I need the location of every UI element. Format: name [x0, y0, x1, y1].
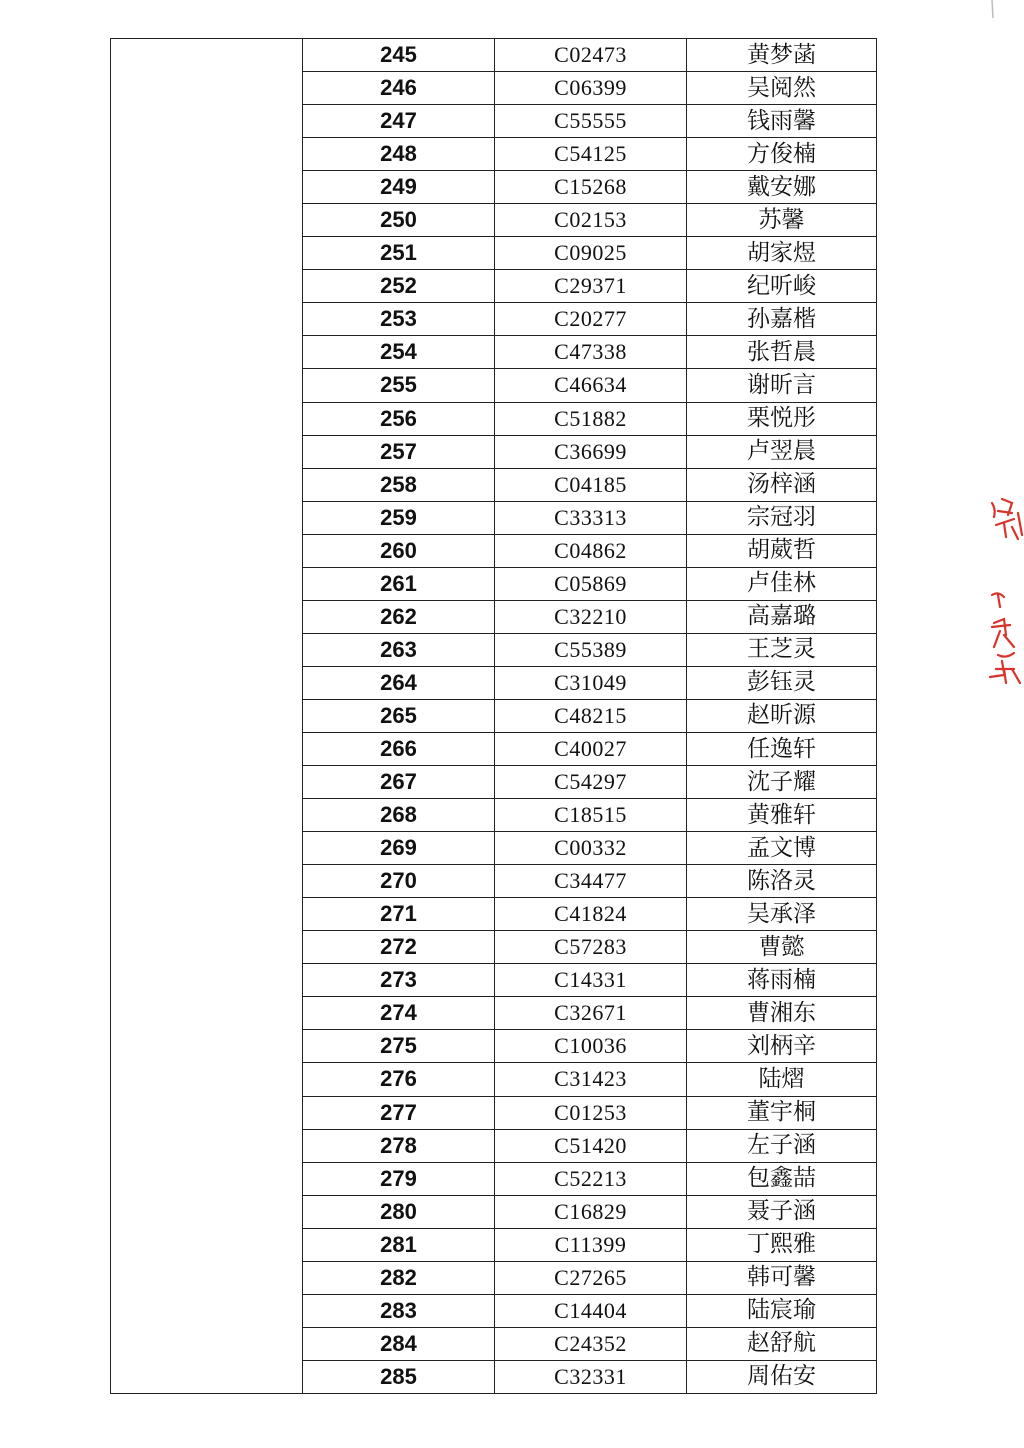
row-number: 256	[303, 402, 495, 435]
candidate-name: 孙嘉楷	[687, 303, 877, 336]
table-row	[303, 1129, 876, 1162]
table-row	[303, 138, 876, 171]
page-edge-mark	[988, 0, 996, 20]
row-number: 258	[303, 468, 495, 501]
table-row	[303, 1096, 876, 1129]
row-number: 280	[303, 1195, 495, 1228]
table-row	[303, 633, 876, 666]
candidate-name: 卢佳林	[687, 567, 877, 600]
roster-table	[303, 39, 876, 1393]
candidate-code: C41824	[495, 898, 687, 931]
candidate-code: C06399	[495, 72, 687, 105]
candidate-code: C51420	[495, 1129, 687, 1162]
row-number: 275	[303, 1030, 495, 1063]
table-row	[303, 666, 876, 699]
table-row	[303, 237, 876, 270]
row-number: 267	[303, 766, 495, 799]
table-row	[303, 1030, 876, 1063]
candidate-name: 汤梓涵	[687, 468, 877, 501]
candidate-name: 韩可馨	[687, 1261, 877, 1294]
candidate-name: 高嘉璐	[687, 600, 877, 633]
row-number: 263	[303, 633, 495, 666]
candidate-name: 卢翌晨	[687, 435, 877, 468]
table-row	[303, 534, 876, 567]
candidate-code: C34477	[495, 865, 687, 898]
table-row	[303, 732, 876, 765]
candidate-name: 赵舒航	[687, 1327, 877, 1360]
candidate-name: 苏馨	[687, 204, 877, 237]
blank-category-column	[111, 39, 303, 1393]
row-number: 254	[303, 336, 495, 369]
row-number: 249	[303, 171, 495, 204]
candidate-name: 胡葳哲	[687, 534, 877, 567]
candidate-name: 任逸轩	[687, 732, 877, 765]
candidate-code: C32210	[495, 600, 687, 633]
candidate-code: C55555	[495, 105, 687, 138]
row-number: 268	[303, 799, 495, 832]
table-row	[303, 1195, 876, 1228]
candidate-code: C29371	[495, 270, 687, 303]
candidate-name: 曹懿	[687, 931, 877, 964]
candidate-name: 彭钰灵	[687, 666, 877, 699]
candidate-code: C27265	[495, 1261, 687, 1294]
candidate-name: 戴安娜	[687, 171, 877, 204]
row-number: 247	[303, 105, 495, 138]
row-number: 261	[303, 567, 495, 600]
candidate-code: C33313	[495, 501, 687, 534]
candidate-code: C46634	[495, 369, 687, 402]
candidate-code: C52213	[495, 1162, 687, 1195]
row-number: 250	[303, 204, 495, 237]
candidate-code: C10036	[495, 1030, 687, 1063]
red-seal-stamp-fragment-icon	[982, 495, 1024, 695]
table-row	[303, 369, 876, 402]
table-row	[303, 39, 876, 72]
candidate-code: C55389	[495, 633, 687, 666]
table-row	[303, 171, 876, 204]
row-number: 273	[303, 964, 495, 997]
roster-table-frame	[110, 38, 877, 1394]
table-row	[303, 567, 876, 600]
table-row	[303, 832, 876, 865]
candidate-code: C31423	[495, 1063, 687, 1096]
candidate-code: C57283	[495, 931, 687, 964]
candidate-name: 丁熙雅	[687, 1228, 877, 1261]
table-row	[303, 1063, 876, 1096]
table-row	[303, 402, 876, 435]
table-row	[303, 766, 876, 799]
row-number: 281	[303, 1228, 495, 1261]
row-number: 274	[303, 997, 495, 1030]
row-number: 264	[303, 666, 495, 699]
table-row	[303, 501, 876, 534]
row-number: 285	[303, 1360, 495, 1393]
table-row	[303, 1327, 876, 1360]
table-row	[303, 204, 876, 237]
candidate-name: 陈洛灵	[687, 865, 877, 898]
table-row	[303, 997, 876, 1030]
row-number: 282	[303, 1261, 495, 1294]
candidate-code: C01253	[495, 1096, 687, 1129]
row-number: 260	[303, 534, 495, 567]
candidate-code: C47338	[495, 336, 687, 369]
row-number: 245	[303, 39, 495, 72]
candidate-code: C04862	[495, 534, 687, 567]
candidate-name: 黄梦菡	[687, 39, 877, 72]
table-row	[303, 699, 876, 732]
candidate-code: C54297	[495, 766, 687, 799]
candidate-name: 包鑫喆	[687, 1162, 877, 1195]
row-number: 284	[303, 1327, 495, 1360]
candidate-name: 陆熠	[687, 1063, 877, 1096]
candidate-name: 谢昕言	[687, 369, 877, 402]
candidate-name: 董宇桐	[687, 1096, 877, 1129]
table-row	[303, 468, 876, 501]
row-number: 255	[303, 369, 495, 402]
candidate-name: 吴阅然	[687, 72, 877, 105]
candidate-name: 纪听峻	[687, 270, 877, 303]
row-number: 276	[303, 1063, 495, 1096]
table-row	[303, 1162, 876, 1195]
row-number: 251	[303, 237, 495, 270]
table-row	[303, 600, 876, 633]
row-number: 248	[303, 138, 495, 171]
table-row	[303, 931, 876, 964]
candidate-code: C32331	[495, 1360, 687, 1393]
table-row	[303, 1294, 876, 1327]
table-row	[303, 303, 876, 336]
candidate-name: 孟文博	[687, 832, 877, 865]
candidate-code: C31049	[495, 666, 687, 699]
candidate-code: C36699	[495, 435, 687, 468]
candidate-code: C20277	[495, 303, 687, 336]
row-number: 271	[303, 898, 495, 931]
candidate-code: C18515	[495, 799, 687, 832]
candidate-name: 王芝灵	[687, 633, 877, 666]
candidate-name: 聂子涵	[687, 1195, 877, 1228]
row-number: 257	[303, 435, 495, 468]
candidate-code: C15268	[495, 171, 687, 204]
row-number: 265	[303, 699, 495, 732]
table-row	[303, 1261, 876, 1294]
candidate-code: C51882	[495, 402, 687, 435]
candidate-code: C02473	[495, 39, 687, 72]
table-row	[303, 1228, 876, 1261]
candidate-code: C48215	[495, 699, 687, 732]
candidate-code: C54125	[495, 138, 687, 171]
candidate-name: 钱雨馨	[687, 105, 877, 138]
candidate-name: 曹湘东	[687, 997, 877, 1030]
row-number: 253	[303, 303, 495, 336]
candidate-name: 胡家煜	[687, 237, 877, 270]
candidate-name: 栗悦彤	[687, 402, 877, 435]
row-number: 246	[303, 72, 495, 105]
table-row	[303, 799, 876, 832]
roster-table-body	[303, 39, 876, 1393]
candidate-name: 吴承泽	[687, 898, 877, 931]
candidate-code: C02153	[495, 204, 687, 237]
candidate-name: 左子涵	[687, 1129, 877, 1162]
candidate-code: C05869	[495, 567, 687, 600]
candidate-code: C11399	[495, 1228, 687, 1261]
row-number: 272	[303, 931, 495, 964]
candidate-name: 张哲晨	[687, 336, 877, 369]
table-row	[303, 865, 876, 898]
row-number: 270	[303, 865, 495, 898]
candidate-code: C32671	[495, 997, 687, 1030]
candidate-code: C14331	[495, 964, 687, 997]
candidate-code: C00332	[495, 832, 687, 865]
row-number: 259	[303, 501, 495, 534]
candidate-code: C24352	[495, 1327, 687, 1360]
table-row	[303, 72, 876, 105]
row-number: 269	[303, 832, 495, 865]
row-number: 277	[303, 1096, 495, 1129]
row-number: 266	[303, 732, 495, 765]
candidate-name: 蒋雨楠	[687, 964, 877, 997]
table-row	[303, 964, 876, 997]
candidate-name: 陆宸瑜	[687, 1294, 877, 1327]
candidate-name: 方俊楠	[687, 138, 877, 171]
candidate-code: C14404	[495, 1294, 687, 1327]
candidate-name: 黄雅轩	[687, 799, 877, 832]
table-row	[303, 105, 876, 138]
candidate-name: 沈子耀	[687, 766, 877, 799]
candidate-code: C16829	[495, 1195, 687, 1228]
row-number: 278	[303, 1129, 495, 1162]
table-row	[303, 270, 876, 303]
table-row	[303, 898, 876, 931]
row-number: 279	[303, 1162, 495, 1195]
candidate-code: C40027	[495, 732, 687, 765]
candidate-name: 赵昕源	[687, 699, 877, 732]
candidate-name: 周佑安	[687, 1360, 877, 1393]
candidate-name: 刘柄辛	[687, 1030, 877, 1063]
table-row	[303, 1360, 876, 1393]
row-number: 283	[303, 1294, 495, 1327]
candidate-name: 宗冠羽	[687, 501, 877, 534]
candidate-code: C09025	[495, 237, 687, 270]
row-number: 262	[303, 600, 495, 633]
table-row	[303, 435, 876, 468]
table-row	[303, 336, 876, 369]
row-number: 252	[303, 270, 495, 303]
candidate-code: C04185	[495, 468, 687, 501]
